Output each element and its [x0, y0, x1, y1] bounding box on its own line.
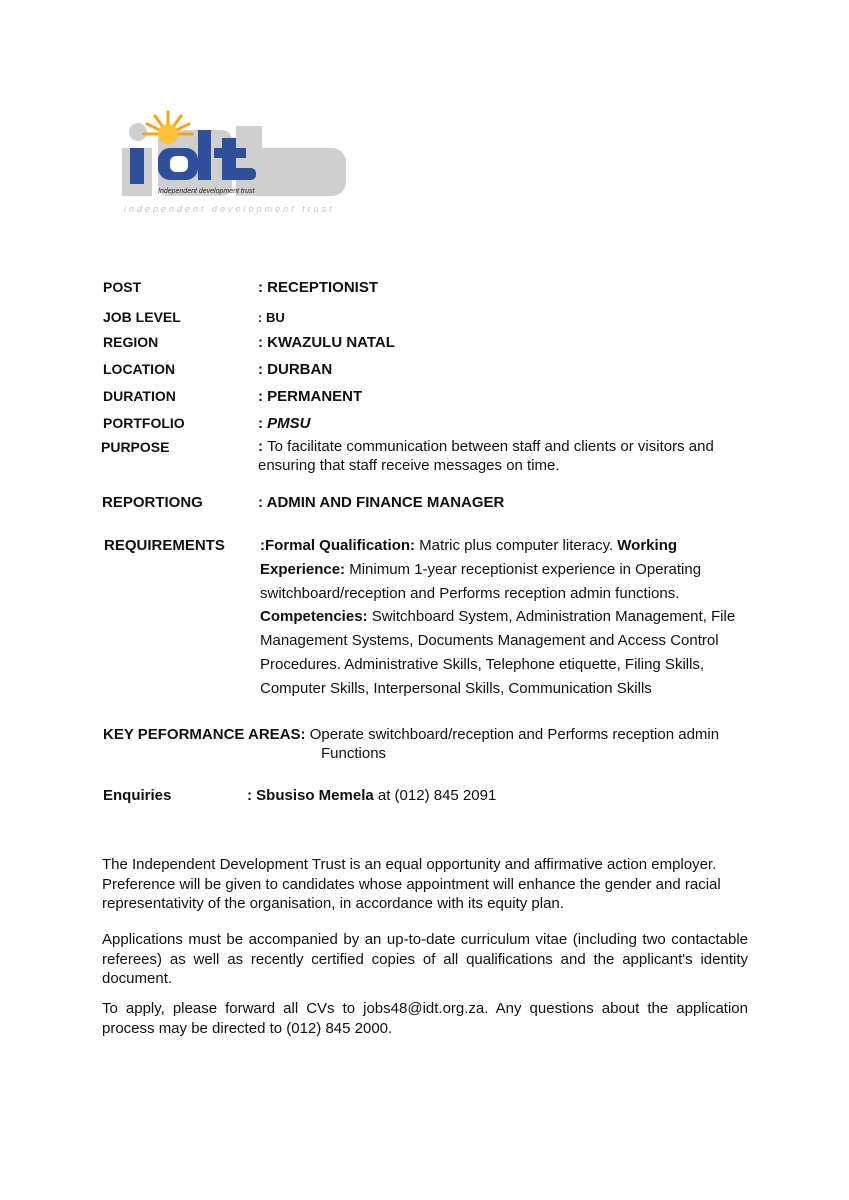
post-label: POST: [103, 279, 142, 295]
competencies-label: Competencies:: [260, 608, 368, 626]
region-value: : KWAZULU NATAL: [258, 334, 395, 351]
applications-paragraph: Applications must be accompanied by an up-to-date curriculum vitae (including two contactable referees) as well as recently certified copies of all qualifications and the applicant's identity document.: [102, 931, 748, 987]
job-level-value: : BU: [258, 310, 285, 325]
apply-paragraph: To apply, please forward all CVs to jobs48@idt.org.za. Any questions about the application process may be directed to (012) 845 2000.: [102, 1000, 748, 1037]
portfolio-label: PORTFOLIO: [103, 415, 185, 431]
location-label: LOCATION: [103, 361, 176, 377]
requirements-text: [260, 534, 740, 701]
purpose-text: To facilitate communication between staff and clients or visitors and ensuring that staff receive messages on time.: [258, 438, 714, 474]
purpose-label: PURPOSE: [101, 439, 170, 455]
location-value: : DURBAN: [258, 361, 333, 378]
duration-value: : PERMANENT: [258, 388, 363, 405]
enquiries-phone: at (012) 845 2091: [373, 787, 497, 804]
kpa-line1: Operate switchboard/reception and Performs reception admin: [305, 726, 720, 743]
duration-label: DURATION: [103, 388, 176, 404]
kpa-line2: Functions: [321, 745, 387, 762]
logo-tagline-outer: independent development trust: [124, 204, 335, 214]
region-label: REGION: [103, 334, 159, 350]
idt-logo: [100, 104, 350, 216]
enquiries-contact: [247, 786, 496, 805]
kpa-row: [103, 725, 719, 744]
portfolio-value-row: [258, 415, 311, 432]
enquiries-label: Enquiries: [103, 787, 172, 804]
idt-sun-logo-icon: [100, 104, 350, 216]
experience-text: Minimum 1-year receptionist experience in Operating switchboard/reception and Performs reception admin functions.: [260, 560, 702, 602]
competencies-text: Switchboard System, Administration Management, File Management Systems, Documents Management and Access Control Procedures. Administrative Skills, Telephone etiquette, Filing Skills, Computer Skills, Interpersonal Skills, Communication Skills: [260, 608, 736, 697]
portfolio-colon: :: [258, 415, 268, 432]
qualification-label: :Formal Qualification:: [260, 537, 416, 554]
kpa-label: KEY PEFORMANCE AREAS:: [103, 726, 306, 743]
post-value: : RECEPTIONIST: [258, 279, 379, 296]
enquiries-name: : Sbusiso Memela: [247, 787, 374, 804]
purpose-colon: :: [258, 438, 268, 455]
portfolio-value: PMSU: [267, 415, 311, 432]
job-level-label: JOB LEVEL: [103, 309, 181, 325]
qualification-text: Matric plus computer literacy.: [415, 537, 618, 554]
equal-opportunity-paragraph: The Independent Development Trust is an equal opportunity and affirmative action employer. Preference will be given to candidates whose appointment will enhance the gender and racial representativity of the organisation, in accordance with its equity plan.: [102, 856, 721, 912]
experience-label: Working Experience:: [260, 537, 678, 578]
purpose-value: [258, 437, 750, 475]
reporting-label: REPORTIONG: [102, 494, 203, 511]
reporting-value: : ADMIN AND FINANCE MANAGER: [258, 494, 505, 511]
logo-tagline-inner: Independent development trust: [158, 188, 255, 195]
requirements-label: REQUIREMENTS: [104, 537, 225, 554]
